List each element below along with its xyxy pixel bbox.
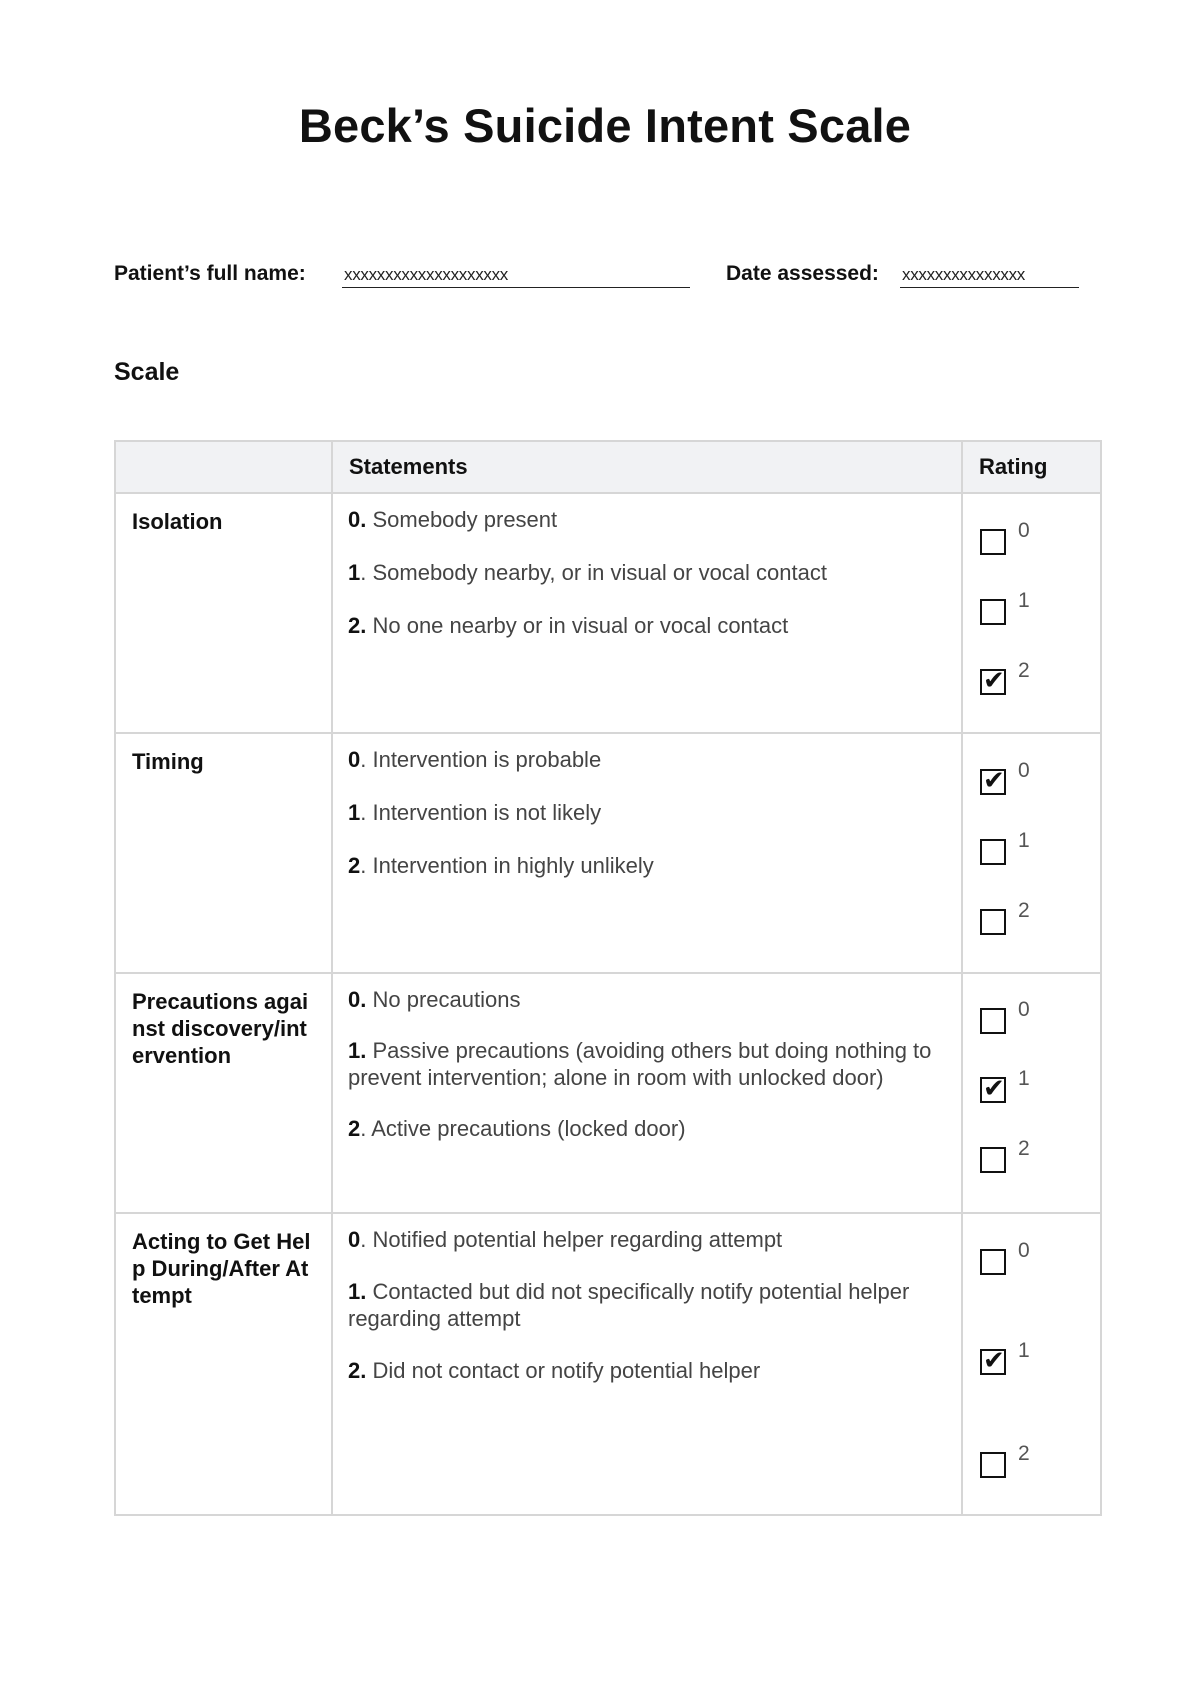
statement [348, 1037, 947, 1091]
statement [348, 559, 947, 586]
checkbox[interactable] [980, 1147, 1006, 1173]
rating-option-label: 1 [1018, 829, 1030, 852]
rating-option-label: 0 [1018, 1239, 1030, 1262]
statement [348, 1115, 947, 1142]
statement-text: . Somebody nearby, or in visual or vocal contact [360, 560, 827, 585]
row-rating [962, 733, 1101, 973]
statement [348, 1226, 947, 1253]
rating-option-label: 2 [1018, 899, 1030, 922]
rating-option-label: 2 [1018, 659, 1030, 682]
checkbox[interactable] [980, 1249, 1006, 1275]
check-mark-icon: ✔ [983, 1074, 1005, 1104]
rating-option-label: 2 [1018, 1137, 1030, 1160]
patient-name-value: xxxxxxxxxxxxxxxxxxxx [344, 265, 509, 284]
header-rating: Rating [962, 441, 1101, 493]
statement-text: No one nearby or in visual or vocal contact [366, 613, 789, 638]
statement-number: 2 [348, 1116, 361, 1141]
statement [348, 506, 947, 533]
statement-number: 0. [348, 507, 367, 532]
table-row [115, 733, 1101, 973]
patient-name-label: Patient’s full name: [114, 262, 306, 285]
table-row [115, 1213, 1101, 1515]
row-statements [332, 973, 962, 1213]
statement-number: 0. [348, 987, 367, 1012]
statement-text: . Intervention is probable [360, 747, 602, 772]
row-rating [962, 493, 1101, 733]
statement-number: 1 [348, 800, 361, 825]
statement [348, 612, 947, 639]
checkbox[interactable] [980, 599, 1006, 625]
statement [348, 852, 947, 879]
row-category: Timing [115, 733, 332, 973]
statement-number: 0 [348, 747, 361, 772]
rating-option-label: 1 [1018, 1339, 1030, 1362]
header-category [115, 441, 332, 493]
check-mark-icon: ✔ [983, 1346, 1005, 1376]
row-category: Isolation [115, 493, 332, 733]
statement [348, 746, 947, 773]
checkbox[interactable] [980, 1074, 1006, 1104]
statement-text: . Intervention in highly unlikely [360, 853, 654, 878]
patient-name-field[interactable] [342, 261, 690, 288]
statement-number: 2. [348, 613, 367, 638]
row-statements [332, 493, 962, 733]
statement-text: Contacted but did not specifically notify potential helper regarding attempt [348, 1279, 910, 1331]
rating-option-label: 0 [1018, 998, 1030, 1021]
header-statements: Statements [332, 441, 962, 493]
statement-number: 1 [348, 560, 361, 585]
statement-text: Passive precautions (avoiding others but doing nothing to prevent intervention; alone in room with unlocked door) [348, 1038, 932, 1090]
statement-number: 1. [348, 1279, 367, 1304]
statement-number: 0 [348, 1227, 361, 1252]
statement-number: 1. [348, 1038, 367, 1063]
checkbox[interactable] [980, 1008, 1006, 1034]
statement-text: . Active precautions (locked door) [360, 1116, 686, 1141]
date-assessed-field[interactable] [900, 261, 1079, 288]
statement [348, 1357, 947, 1384]
statement [348, 986, 947, 1013]
statement-text: . Intervention is not likely [360, 800, 602, 825]
scale-table [114, 440, 1102, 1516]
checkbox[interactable] [980, 666, 1006, 696]
statement [348, 1278, 947, 1332]
statement-text: No precautions [366, 987, 521, 1012]
check-mark-icon: ✔ [983, 666, 1005, 696]
row-statements [332, 733, 962, 973]
statement-number: 2. [348, 1358, 367, 1383]
document-title: Beck’s Suicide Intent Scale [298, 99, 912, 152]
statement-text: Somebody present [366, 507, 558, 532]
date-assessed-value: xxxxxxxxxxxxxxx [902, 265, 1026, 284]
statement-text: Did not contact or notify potential helper [366, 1358, 761, 1383]
row-category: Precautions against discovery/intervention [115, 973, 332, 1213]
checkbox[interactable] [980, 1346, 1006, 1376]
rating-option-label: 1 [1018, 589, 1030, 612]
checkbox[interactable] [980, 909, 1006, 935]
checkbox[interactable] [980, 1452, 1006, 1478]
rating-option-label: 1 [1018, 1067, 1030, 1090]
statement [348, 799, 947, 826]
statement-number: 2 [348, 853, 361, 878]
check-mark-icon: ✔ [983, 766, 1005, 796]
table-row [115, 493, 1101, 733]
row-category: Acting to Get Help During/After Attempt [115, 1213, 332, 1515]
row-statements [332, 1213, 962, 1515]
checkbox[interactable] [980, 839, 1006, 865]
checkbox[interactable] [980, 766, 1006, 796]
patient-info-row [114, 258, 1079, 288]
section-heading: Scale [114, 358, 180, 386]
rating-option-label: 2 [1018, 1442, 1030, 1465]
checkbox[interactable] [980, 529, 1006, 555]
table-header-row [115, 441, 1101, 493]
date-assessed-label: Date assessed: [726, 262, 879, 285]
statement-text: . Notified potential helper regarding attempt [360, 1227, 783, 1252]
rating-option-label: 0 [1018, 759, 1030, 782]
row-rating [962, 973, 1101, 1213]
rating-option-label: 0 [1018, 519, 1030, 542]
table-row [115, 973, 1101, 1213]
row-rating [962, 1213, 1101, 1515]
